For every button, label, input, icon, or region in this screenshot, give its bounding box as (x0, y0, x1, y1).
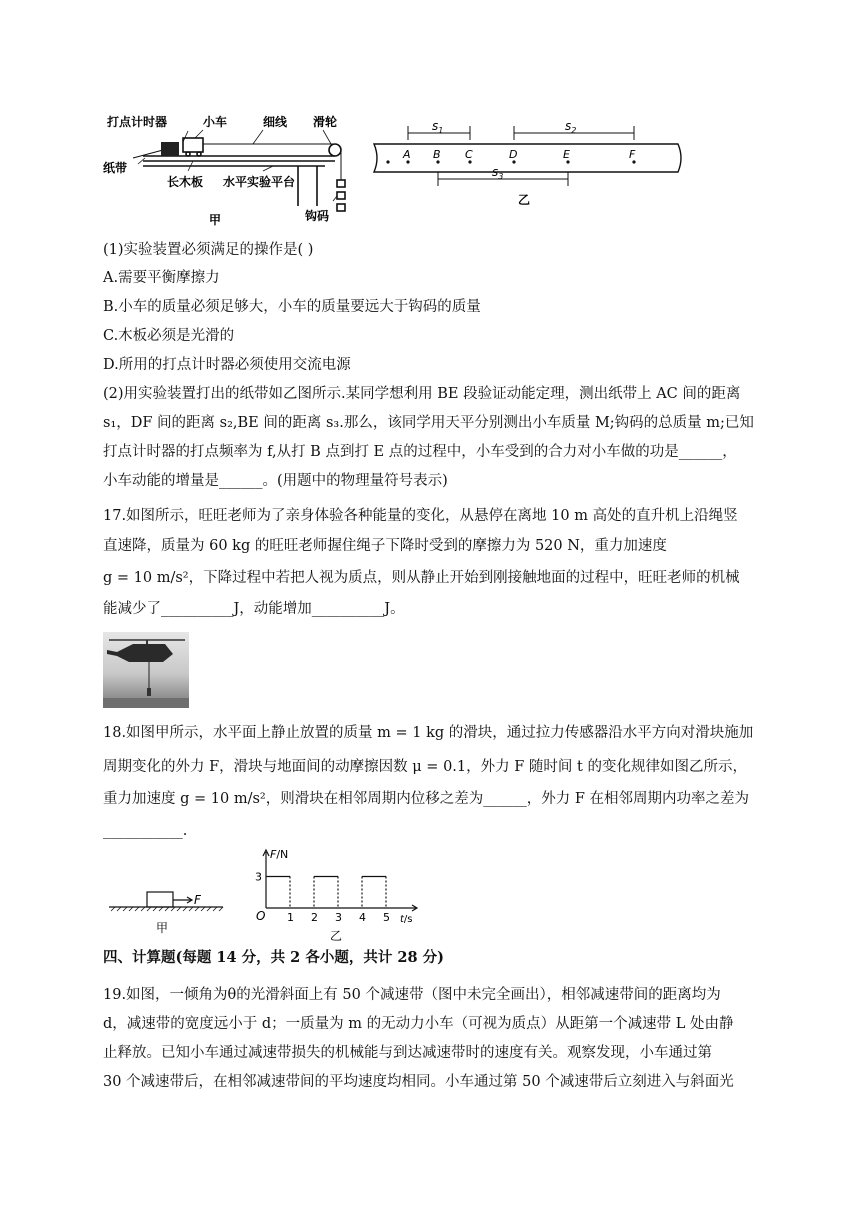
tape-line (133, 150, 163, 158)
q17-line1: 17.如图所示，旺旺老师为了亲身体验各种能量的变化，从悬停在离地 10 m 高处的直升机上沿绳竖 (103, 508, 738, 524)
pulley-shape (329, 144, 341, 156)
tape-point-label: E (563, 148, 570, 161)
timer-shape (161, 142, 179, 156)
cart-wheel (186, 152, 190, 156)
block-figure (103, 880, 233, 940)
section4-heading: 四、计算题(每题 14 分，共 2 各小题，共计 28 分) (103, 949, 444, 966)
label-cart: 小车 (203, 115, 228, 129)
apparatus-figure (103, 106, 353, 231)
tape-point-label: F (629, 148, 636, 161)
q18-line1: 18.如图甲所示，水平面上静止放置的质量 m = 1 kg 的滑块，通过拉力传感器沿水平方向对滑块施加 (103, 725, 754, 741)
tape-point-label: D (509, 148, 518, 161)
caption-jia: 甲 (209, 213, 222, 227)
q19-line4: 30 个减速带后，在相邻减速带间的平均速度均相同。小车通过第 50 个减速带后立刻进入与斜面光 (103, 1074, 734, 1090)
caption-jia-2: 甲 (156, 921, 169, 935)
s1-label: $s_1$ (432, 119, 444, 135)
q16-part2-line1: (2)用实验装置打出的纸带如乙图所示.某同学想利用 BE 段验证动能定理，测出纸带上 AC 间的距离 (103, 386, 741, 402)
q16-part2-line4: 小车动能的增量是______。(用题中的物理量符号表示) (103, 473, 448, 489)
y-axis-label: F/N (270, 848, 289, 861)
label-string: 细线 (263, 115, 288, 129)
q16-part1: (1)实验装置必须满足的操作是( ) (103, 242, 314, 258)
weight-block (337, 192, 345, 199)
q18-line3: 重力加速度 g = 10 m/s²，则滑块在相邻周期内位移之差为______，外力 F 在相邻周期内功率之差为 (103, 791, 749, 807)
x-tick-label: 5 (383, 911, 390, 924)
x-tick-label: 4 (359, 911, 366, 924)
tape-point-label: A (403, 148, 411, 161)
cart-wheel (197, 152, 201, 156)
label-weights: 钩码 (305, 209, 330, 223)
label-timer: 打点计时器 (107, 115, 168, 129)
label-platform: 水平实验平台 (223, 175, 296, 189)
q19-line1: 19.如图，一倾角为θ的光滑斜面上有 50 个减速带（图中未完全画出），相邻减速带间的距离均为 (103, 987, 721, 1003)
q17-line2: 直速降，质量为 60 kg 的旺旺老师握住绳子下降时受到的摩擦力为 520 N，重力加速度 (103, 538, 667, 554)
q16-option-d: D.所用的打点计时器必须使用交流电源 (103, 357, 351, 373)
caption-yi: 乙 (518, 193, 531, 207)
q16-part2-line2: s₁，DF 间的距离 s₂,BE 间的距离 s₃.那么，该同学用天平分别测出小车质量 M;钩码的总质量 m;已知 (103, 415, 754, 431)
q16-option-c: C.木板必须是光滑的 (103, 328, 235, 344)
helicopter-photo (103, 632, 189, 708)
helicopter-icon (103, 632, 189, 708)
label-tape: 纸带 (103, 161, 128, 175)
tape-figure (368, 114, 688, 210)
caption-yi-2: 乙 (330, 929, 343, 943)
q16-part2-line3: 打点计时器的打点频率为 f,从打 B 点到打 E 点的过程中，小车受到的合力对小车做的功是______， (103, 444, 737, 460)
cart-shape (183, 138, 203, 152)
q18-line4: ___________. (103, 823, 188, 839)
origin-label: O (256, 909, 266, 923)
q18-line2: 周期变化的外力 F，滑块与地面间的动摩擦因数 μ = 0.1，外力 F 随时间 t 的变化规律如图乙所示， (103, 759, 747, 775)
tape-point-label: C (465, 148, 473, 161)
q19-line2: d，减速带的宽度远小于 d；一质量为 m 的无动力小车（可视为质点）从距第一个减速带 L 处由静 (103, 1016, 734, 1032)
label-pulley: 滑轮 (313, 115, 338, 129)
weight-block (337, 180, 345, 187)
x-tick-label: 2 (311, 911, 318, 924)
label-board: 长木板 (167, 175, 204, 189)
q16-option-a: A.需要平衡摩擦力 (103, 270, 220, 286)
tape-point-label: B (433, 148, 441, 161)
s3-label: $s_3$ (492, 165, 504, 181)
force-time-chart (248, 846, 424, 946)
x-axis-label: t/s (400, 914, 413, 925)
q19-line3: 止释放。已知小车通过减速带损失的机械能与到达减速带时的速度有关。观察发现，小车通过第 (103, 1045, 712, 1061)
x-tick-label: 1 (287, 911, 294, 924)
x-tick-label: 3 (335, 911, 342, 924)
force-label: F (194, 893, 201, 907)
q17-line3: g = 10 m/s²，下降过程中若把人视为质点，则从静止开始到刚接触地面的过程中，旺旺老师的机械 (103, 570, 740, 586)
y-tick-label: 3 (255, 870, 262, 884)
q16-option-b: B.小车的质量必须足够大，小车的质量要远大于钩码的质量 (103, 299, 481, 315)
weight-block (337, 204, 345, 211)
s2-label: $s_2$ (565, 119, 577, 135)
q17-line4: 能减少了__________J，动能增加__________J。 (103, 601, 405, 617)
slider-block (147, 892, 173, 907)
